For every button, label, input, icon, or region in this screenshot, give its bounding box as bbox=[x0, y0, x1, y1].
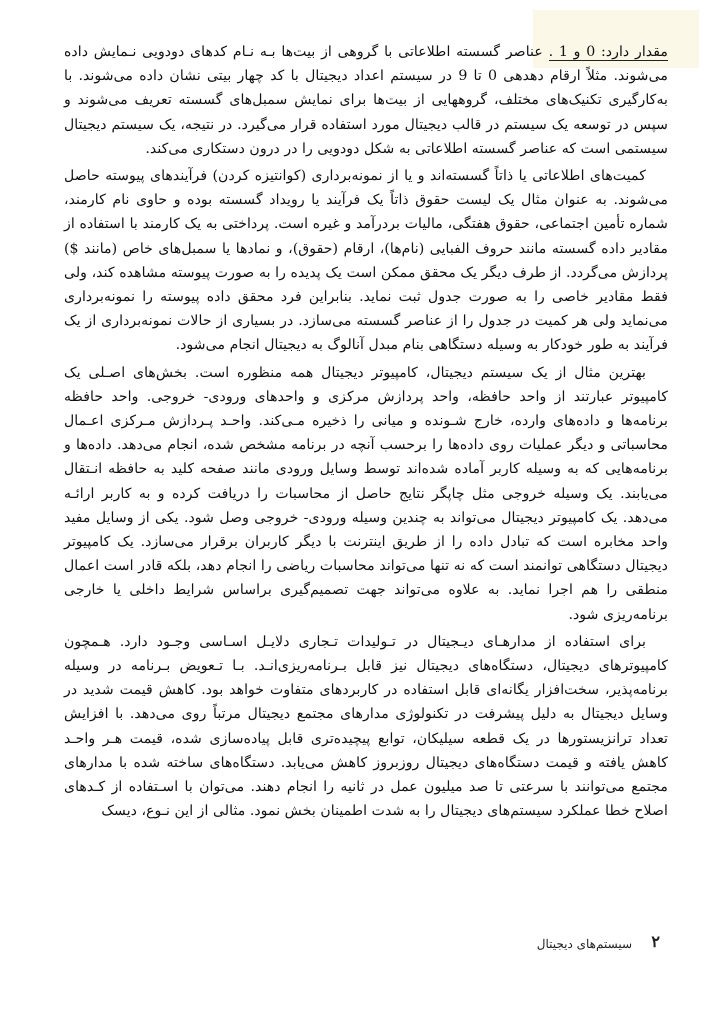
paragraph-lead-in: مقدار دارد: 0 و 1 . bbox=[548, 44, 668, 60]
page-number: ۲ bbox=[651, 932, 660, 951]
paragraph-3: بهترین مثال از یک سیستم دیجیتال، کامپیوتر دیجیتال همه منظوره است. بخش‌های اصـلی یک کامپیوتر عبارتند از واحد حافظه، واحد پردازش مرکزی و واحدهای ورودی- خروجی. واحد حافظه برنامه‌ها و داده‌های وارده، خارج شـونده و میانی را ذخیره مـی‌کند. واحـد پـردازش مـرکزی اعـمال محاسباتی و دیگر عملیات روی داده‌ها را برحسب آنچه در برنامه مشخص شده، انجام می‌دهد. داده‌ها و برنامه‌هایی که به وسیله کاربر آماده شده‌اند توسط وسایل ورودی مانند صفحه کلید به حافظه انـتقال می‌یابند. یک وسیله خروجی مثل چاپگر نتایج حاصل از محاسبات را دریافت کرده و به کاربر ارائـه می‌دهد. یک کامپیوتر دیجیتال می‌تواند به چندین وسیله ورودی- خروجی وصل شود. یکی از وسایل مفید واحد مخابره است که تبادل داده را از طریق اینترنت با دیگر کاربران برقرار می‌سازد. یک کامپیوتر دیجیتال دستگاهی توانمند است که نه تنها می‌تواند محاسبات ریاضی را انجام دهد، بلکه قادر است اعمال منطقی را هم اجرا نماید. به علاوه می‌تواند جهت تصمیم‌گیری براساس شرایط داخلی یا خارجی برنامه‌ریزی شود. bbox=[64, 364, 668, 623]
paragraph-1-text: عناصر گسسته اطلاعاتی با گروهی از بیت‌ها بـه نـام کدهای دودویی نـمایش داده می‌شوند. مثلاً ارقام دهدهی 0 تا 9 در سیستم اعداد دیجیتال با کد چهار بیتی نشان داده می‌شوند. با به‌کارگیری تکنیک‌های مختلف، گروههایی از بیت‌ها برای نمایش سمبل‌های گسسته تعریف می‌شوند و سپس در توسعه یک سیستم در قالب دیجیتال مورد استفاده قرار می‌گیرد. در نتیجه، یک سیستم دیجیتال سیستمی است که عناصر گسسته اطلاعاتی به شکل دودویی را در درون دستکاری می‌کند. bbox=[64, 44, 668, 157]
running-title: سیستم‌های دیجیتال bbox=[536, 937, 632, 951]
paragraph-4: برای استفاده از مدارهـای دیـجیتال در تـولیدات تـجاری دلایـل اسـاسی وجـود دارد. هـمچون کامپیوترهای دیجیتال، دستگاه‌های دیجیتال نیز قابل بـرنامه‌ریزی‌انـد. بـا تـعویض بـرنامه در وسیله برنامه‌پذیر، سخت‌افزار یگانه‌ای قابل استفاده در کاربردهای متفاوت خواهد بود. کاهش قیمت شدید در وسایل دیجیتال به دلیل پیشرفت در تکنولوژی مدارهای مجتمع دیجیتال مرتباً روی می‌دهد. با افزایش تعداد ترانزیستورها در یک قطعه سیلیکان، توابع پیچیده‌تری قابل پیاده‌سازی شده، قیمت هـر واحـد کاهش یافته و قیمت دستگاه‌های دیجیتال روزبروز کاهش می‌یابد. دستگاه‌های ساخته شده با مدارهای مجتمع می‌توانند با سرعتی تا صد میلیون عمل در ثانیه را انجام دهند. می‌توان با اسـتفاده از کـدهای اصلاح خطا عملکرد سیستم‌های دیجیتال را به شدت اطمینان بخش نمود. مثالی از این نـوع، دیسک bbox=[64, 633, 668, 820]
page-footer bbox=[525, 932, 660, 956]
paragraph-1 bbox=[64, 40, 668, 161]
body-text bbox=[64, 40, 668, 827]
paragraph-2: کمیت‌های اطلاعاتی یا ذاتاً گسسته‌اند و یا از نمونه‌برداری (کوانتیزه کردن) فرآیندهای پیوسته حاصل می‌شوند. به عنوان مثال یک لیست حقوق ذاتاً یک فرآیند یا رویداد گسسته بوده و حاوی نام کارمند، شماره تأمین اجتماعی، حقوق هفتگی، مالیات بردرآمد و غیره است. پرداختی به یک کارمند با استفاده از مقادیر داده گسسته مانند حروف الفبایی (نام‌ها)، ارقام (حقوق)، و نمادها یا سمبل‌های خاص (مانند $) پردازش می‌گردد. از طرف دیگر یک محقق ممکن است یک پدیده را به صورت پیوسته مشاهده کند، ولی فقط مقادیر خاصی را به صورت جدول ثبت نماید. بنابراین فرد محقق داده پیوسته را نمونه‌برداری می‌نماید ولی هر کمیت در جدول را از عناصر گسسته می‌سازد. در بسیاری از حالات نمونه‌برداری از یک فرآیند به طور خودکار به وسیله دستگاهی بنام مبدل آنالوگ به دیجیتال انجام می‌شود. bbox=[64, 168, 668, 354]
